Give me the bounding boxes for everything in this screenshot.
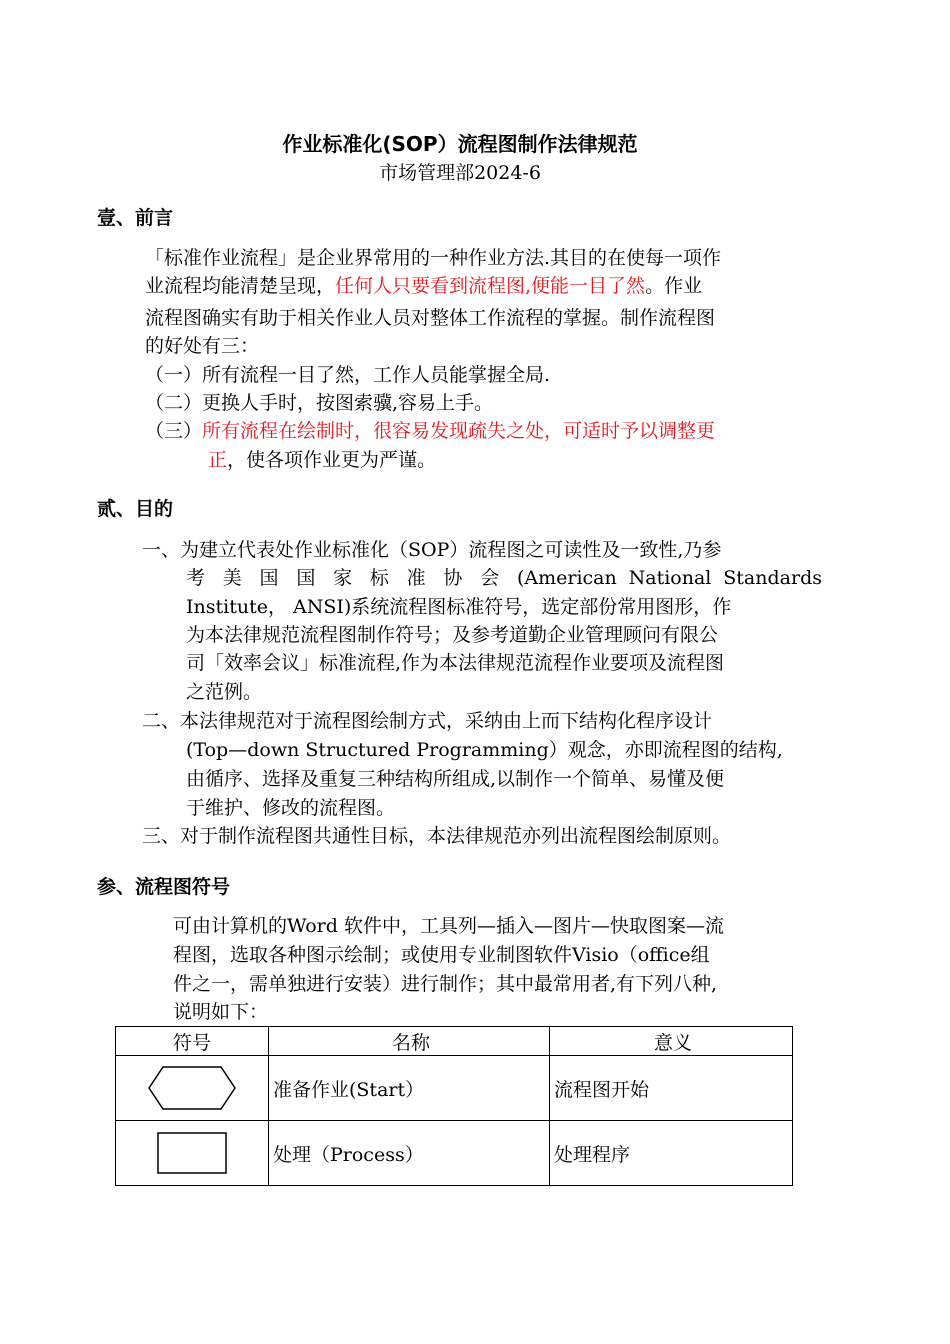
purpose-line: 一、为建立代表处作业标准化（SOP）流程图之可读性及一致性,乃参 <box>142 539 722 561</box>
preface-line: 流程图确实有助于相关作业人员对整体工作流程的掌握。制作流程图 <box>145 307 716 329</box>
benefit-text: ，使各项作业更为严谨。 <box>227 449 437 471</box>
purpose-line: (Top—down Structured Programming）观念，亦即流程图的结构, <box>186 739 783 761</box>
symbols-line: 说明如下： <box>173 1001 269 1023</box>
table-row <box>116 1056 793 1121</box>
purpose-line: Institute， ANSI)系统流程图标准符号，选定部份常用图形，作 <box>186 596 732 618</box>
benefit-item <box>145 417 715 445</box>
hexagon-preparation-icon <box>147 1065 237 1111</box>
table-header-row <box>116 1027 793 1056</box>
benefit-emphasis: 正 <box>208 449 228 471</box>
benefit-item: （一）所有流程一目了然，工作人员能掌握全局. <box>145 364 551 386</box>
column-header-symbol: 符号 <box>116 1027 269 1056</box>
symbol-cell <box>116 1121 269 1186</box>
page-subtitle: 市场管理部2024-6 <box>379 162 541 184</box>
purpose-line: 三、对于制作流程图共通性目标，本法律规范亦列出流程图绘制原则。 <box>142 825 732 847</box>
purpose-line: 由循序、选择及重复三种结构所组成,以制作一个简单、易懂及便 <box>186 768 725 790</box>
purpose-line: 考 美 国 国 家 标 准 协 会 (American National Standards <box>186 567 822 589</box>
symbols-line: 件之一，需单独进行安装）进行制作；其中最常用者,有下列八种, <box>173 973 718 995</box>
column-header-name: 名称 <box>269 1027 550 1056</box>
benefit-item <box>208 446 436 474</box>
rectangle-process-icon <box>156 1131 228 1175</box>
symbol-cell <box>116 1056 269 1121</box>
symbol-meaning: 流程图开始 <box>550 1056 793 1121</box>
symbols-line: 可由计算机的Word 软件中，工具列—插入—图片—快取图案—流 <box>173 915 724 937</box>
purpose-line: 二、本法律规范对于流程图绘制方式，采纳由上而下结构化程序设计 <box>142 710 713 732</box>
preface-line: 的好处有三： <box>145 335 260 357</box>
symbol-name: 准备作业(Start） <box>269 1056 550 1121</box>
symbol-meaning: 处理程序 <box>550 1121 793 1186</box>
preface-text: 业流程均能清楚呈现， <box>145 275 336 297</box>
purpose-line: 之范例。 <box>186 681 263 703</box>
preface-line: 「标准作业流程」是企业界常用的一种作业方法.其目的在使每一项作 <box>145 247 722 269</box>
purpose-line: 于维护、修改的流程图。 <box>186 797 396 819</box>
purpose-line: 司「效率会议」标准流程,作为本法律规范流程作业要项及流程图 <box>186 652 725 674</box>
column-header-meaning: 意义 <box>550 1027 793 1056</box>
flowchart-symbol-table <box>115 1026 793 1186</box>
table-row <box>116 1121 793 1186</box>
page-title: 作业标准化(SOP）流程图制作法律规范 <box>282 132 638 156</box>
benefit-number: （三） <box>145 420 203 442</box>
section-heading-symbols: 参、流程图符号 <box>97 876 231 898</box>
section-heading-purpose: 贰、目的 <box>97 498 174 520</box>
symbols-line: 程图，选取各种图示绘制；或使用专业制图软件Visio（office组 <box>173 944 710 966</box>
preface-text: 。作业 <box>645 275 703 297</box>
section-heading-preface: 壹、前言 <box>97 207 174 229</box>
preface-emphasis: 任何人只要看到流程图,便能一目了然 <box>335 275 646 297</box>
preface-line <box>145 272 702 300</box>
symbol-name: 处理（Process） <box>269 1121 550 1186</box>
benefit-item: （二）更换人手时，按图索骥,容易上手。 <box>145 392 494 414</box>
benefit-emphasis: 所有流程在绘制时，很容易发现疏失之处，可适时予以调整更 <box>202 420 716 442</box>
purpose-line: 为本法律规范流程图制作符号；及参考道勤企业管理顾问有限公 <box>186 624 719 646</box>
